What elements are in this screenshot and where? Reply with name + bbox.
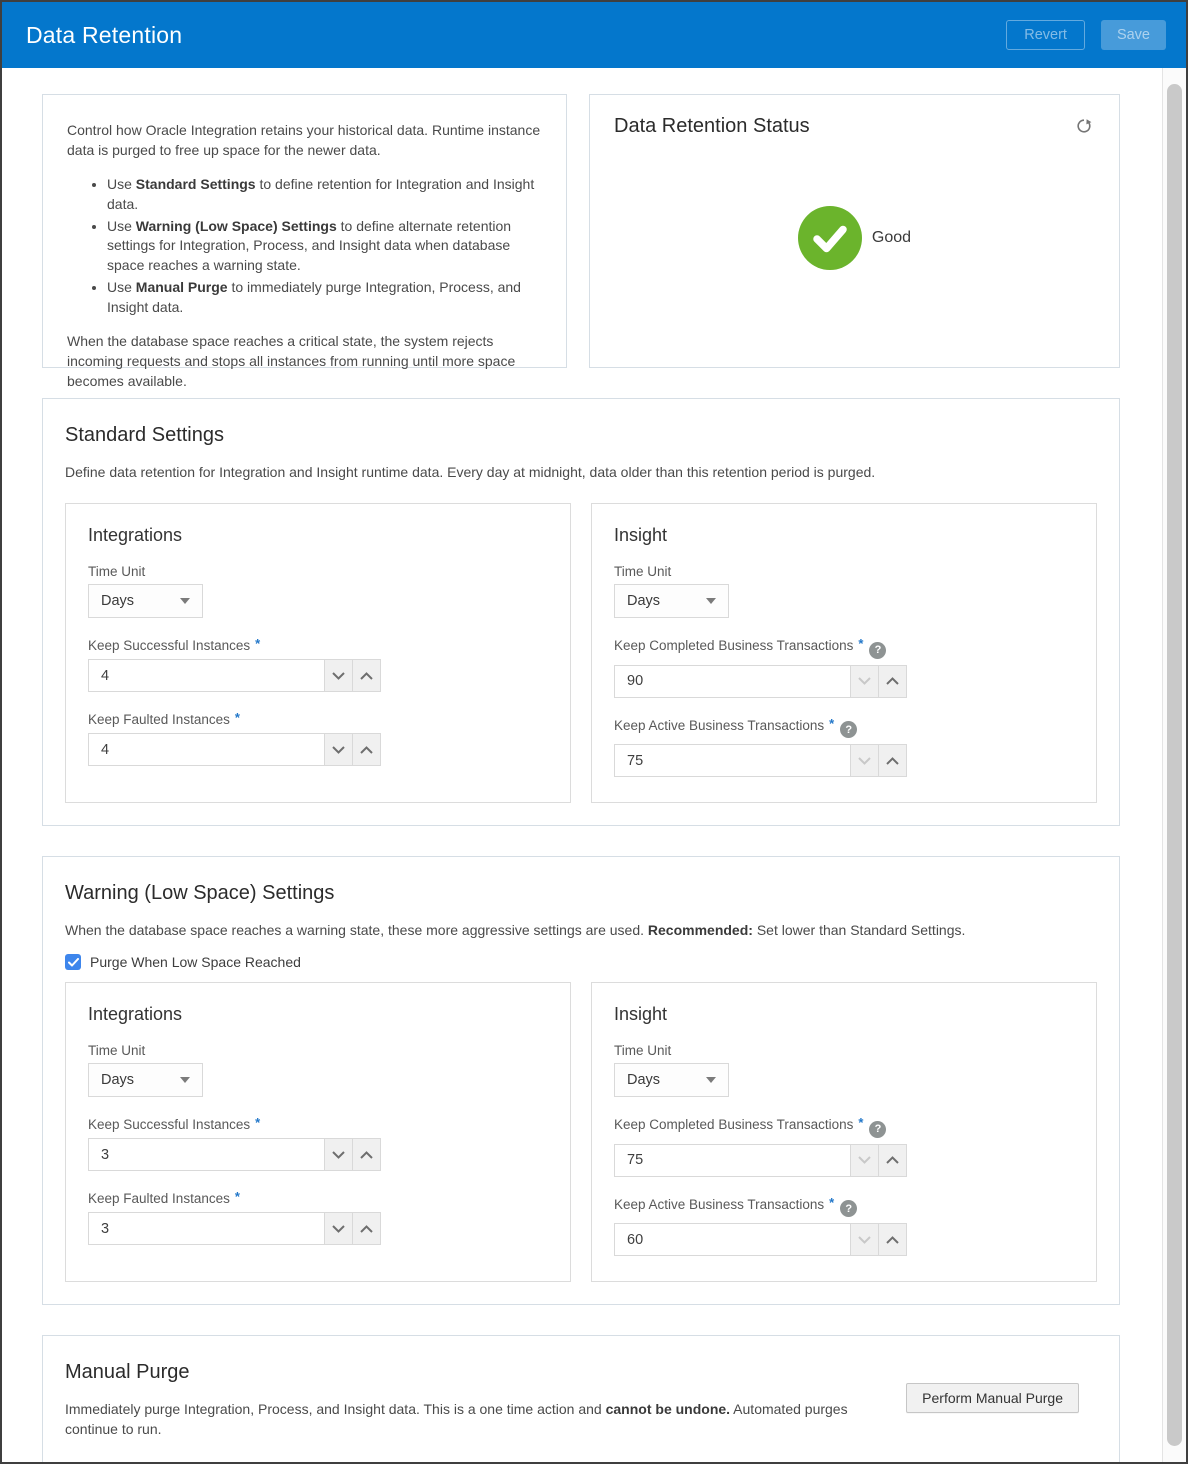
keep-successful-instances-input[interactable]	[88, 659, 325, 692]
intro-bullet-list	[67, 175, 542, 318]
keep-active-transactions-label: Keep Active Business Transactions * ?	[614, 716, 1074, 739]
required-icon: *	[858, 636, 864, 651]
status-value: Good	[871, 229, 912, 246]
keep-active-transactions-input[interactable]	[614, 744, 851, 777]
required-icon: *	[255, 1115, 261, 1130]
standard-settings-title: Standard Settings	[65, 424, 224, 446]
required-icon: *	[829, 1194, 835, 1210]
stepper-up-button[interactable]	[353, 1212, 381, 1245]
manual-purge-title: Manual Purge	[65, 1361, 190, 1383]
stepper-up-button[interactable]	[879, 665, 907, 698]
refresh-icon[interactable]	[1073, 115, 1095, 140]
keep-completed-transactions-input[interactable]	[614, 665, 851, 698]
warning-keep-active-transactions-input[interactable]	[614, 1223, 851, 1256]
warning-insight-panel	[591, 982, 1097, 1282]
header-actions	[1006, 20, 1166, 50]
warning-keep-completed-transactions-label: Keep Completed Business Transactions * ?	[614, 1115, 1074, 1138]
warning-keep-successful-instances-label: Keep Successful Instances *	[88, 1115, 261, 1132]
stepper-up-button[interactable]	[879, 1144, 907, 1177]
help-icon[interactable]: ?	[869, 1121, 886, 1138]
stepper-down-button[interactable]	[325, 733, 353, 766]
time-unit-label: Time Unit	[88, 564, 146, 579]
intro-bullet-warning: • Use Warning (Low Space) Settings to define alternate retention settings for Integration, Process, and Insight data when database space reaches a warning state.	[107, 217, 542, 277]
keep-successful-instances-label: Keep Successful Instances *	[88, 636, 261, 653]
revert-button[interactable]: Revert	[1006, 20, 1085, 50]
stepper-down-button[interactable]	[325, 659, 353, 692]
required-icon: *	[234, 710, 240, 725]
stepper-down-button[interactable]	[851, 1223, 879, 1256]
status-good-icon	[798, 206, 862, 270]
warning-settings-section	[42, 856, 1120, 1305]
checkmark-icon	[68, 958, 79, 967]
panel-title: Integrations	[88, 1004, 183, 1024]
time-unit-label: Time Unit	[614, 564, 672, 579]
required-icon: *	[858, 1115, 864, 1130]
required-icon: *	[829, 715, 835, 731]
required-icon: *	[255, 636, 261, 651]
stepper-up-button[interactable]	[353, 733, 381, 766]
stepper-down-button[interactable]	[851, 665, 879, 698]
chevron-down-icon	[180, 1077, 190, 1083]
main-content	[2, 68, 1162, 1462]
purge-low-space-label: Purge When Low Space Reached	[90, 954, 301, 970]
perform-manual-purge-button[interactable]: Perform Manual Purge	[906, 1383, 1079, 1413]
standard-integrations-panel	[65, 503, 571, 803]
warning-keep-faulted-instances-input[interactable]	[88, 1212, 325, 1245]
time-unit-select[interactable]: Days	[614, 1063, 729, 1097]
standard-insight-panel	[591, 503, 1097, 803]
warning-keep-completed-transactions-input[interactable]	[614, 1144, 851, 1177]
warning-keep-faulted-instances-label: Keep Faulted Instances *	[88, 1189, 240, 1206]
warning-keep-successful-instances-input[interactable]	[88, 1138, 325, 1171]
intro-paragraph: Control how Oracle Integration retains your historical data. Runtime instance data is purged to free up space for the newer data.	[67, 122, 541, 158]
stepper-down-button[interactable]	[325, 1138, 353, 1171]
chevron-down-icon	[706, 1077, 716, 1083]
time-unit-select[interactable]: Days	[614, 584, 729, 618]
save-button[interactable]: Save	[1101, 20, 1166, 50]
panel-title: Integrations	[88, 525, 183, 545]
manual-purge-text: Immediately purge Integration, Process, and Insight data. This is a one time action and cannot be undone. Automated purges continue to run.	[65, 1401, 848, 1437]
time-unit-label: Time Unit	[614, 1043, 672, 1058]
help-icon[interactable]: ?	[869, 642, 886, 659]
scrollbar-thumb[interactable]	[1167, 84, 1182, 1446]
warning-settings-title: Warning (Low Space) Settings	[65, 882, 335, 904]
chevron-down-icon	[180, 598, 190, 604]
panel-title: Insight	[614, 1004, 668, 1024]
time-unit-label: Time Unit	[88, 1043, 146, 1058]
standard-settings-subtitle: Define data retention for Integration and Insight runtime data. Every day at midnight, data older than this retention period is purged.	[65, 464, 876, 480]
stepper-down-button[interactable]	[851, 744, 879, 777]
required-icon: *	[234, 1189, 240, 1204]
intro-critical-note: When the database space reaches a critical state, the system rejects incoming requests and stops all instances from running until more space becomes available.	[67, 332, 516, 389]
intro-panel	[42, 94, 567, 389]
keep-faulted-instances-label: Keep Faulted Instances *	[88, 710, 240, 727]
status-panel	[589, 94, 1120, 368]
status-panel-title: Data Retention Status	[614, 115, 810, 137]
stepper-up-button[interactable]	[879, 744, 907, 777]
stepper-down-button[interactable]	[325, 1212, 353, 1245]
page-title: Data Retention	[26, 21, 183, 48]
standard-settings-section	[42, 398, 1120, 826]
stepper-up-button[interactable]	[353, 659, 381, 692]
page-header	[2, 2, 1186, 68]
help-icon[interactable]: ?	[840, 1200, 857, 1217]
time-unit-select[interactable]: Days	[88, 1063, 203, 1097]
help-icon[interactable]: ?	[840, 721, 857, 738]
intro-bullet-manual: • Use Manual Purge to immediately purge Integration, Process, and Insight data.	[107, 278, 542, 318]
warning-settings-subtitle: When the database space reaches a warning state, these more aggressive settings are used. Recommended: Set lower than Standard Settings.	[65, 922, 966, 938]
stepper-up-button[interactable]	[879, 1223, 907, 1256]
chevron-down-icon	[706, 598, 716, 604]
stepper-down-button[interactable]	[851, 1144, 879, 1177]
stepper-up-button[interactable]	[353, 1138, 381, 1171]
purge-low-space-checkbox[interactable]	[65, 954, 81, 970]
manual-purge-section	[42, 1335, 1120, 1462]
keep-completed-transactions-label: Keep Completed Business Transactions * ?	[614, 636, 1074, 659]
keep-faulted-instances-input[interactable]	[88, 733, 325, 766]
warning-integrations-panel	[65, 982, 571, 1282]
warning-keep-active-transactions-label: Keep Active Business Transactions * ?	[614, 1195, 1074, 1218]
scrollbar-track	[1162, 68, 1186, 1462]
panel-title: Insight	[614, 525, 668, 545]
time-unit-select[interactable]: Days	[88, 584, 203, 618]
intro-bullet-standard: • Use Standard Settings to define retention for Integration and Insight data.	[107, 175, 542, 215]
